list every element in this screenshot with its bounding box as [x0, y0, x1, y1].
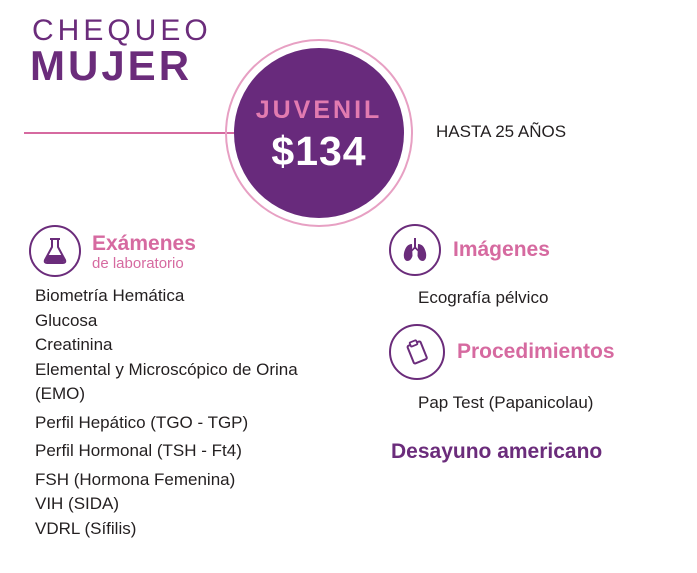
- title-main: MUJER: [30, 42, 193, 89]
- list-item: Perfil Hepático (TGO - TGP): [35, 412, 249, 432]
- list-item: Biometría Hemática: [35, 286, 185, 305]
- imaging-item: Ecografía pélvico: [418, 288, 549, 307]
- list-item: Perfil Hormonal (TSH - Ft4): [35, 441, 242, 460]
- plan-name: JUVENIL: [255, 96, 383, 124]
- procedures-item: Pap Test (Papanicolau): [418, 393, 594, 412]
- list-item: Glucosa: [35, 310, 98, 330]
- breakfast-note: Desayuno americano: [391, 440, 603, 463]
- plan-price: $134: [271, 128, 367, 174]
- flask-icon-graphic: [40, 236, 70, 266]
- lab-section-subtitle: de laboratorio: [92, 255, 184, 272]
- list-item: Creatinina: [35, 335, 113, 354]
- lab-section-title: Exámenes: [92, 232, 196, 255]
- clipboard-icon-graphic: [402, 337, 432, 367]
- procedures-section-title: Procedimientos: [457, 340, 615, 363]
- age-note: HASTA 25 AÑOS: [436, 122, 567, 141]
- list-item: VIH (SIDA): [35, 494, 120, 513]
- imaging-section-title: Imágenes: [453, 238, 550, 261]
- lab-test-list: [35, 284, 335, 541]
- list-item: FSH (Hormona Femenina): [35, 469, 236, 489]
- title-top: CHEQUEO: [32, 14, 212, 47]
- divider-line: [24, 132, 234, 134]
- list-item: VDRL (Sífilis): [35, 518, 137, 538]
- lungs-icon-graphic: [400, 235, 430, 265]
- lungs-icon: [389, 224, 441, 276]
- flask-icon: [29, 225, 81, 277]
- clipboard-icon: [389, 324, 445, 380]
- list-item: Elemental y Microscópico de Orina (EMO): [35, 359, 298, 403]
